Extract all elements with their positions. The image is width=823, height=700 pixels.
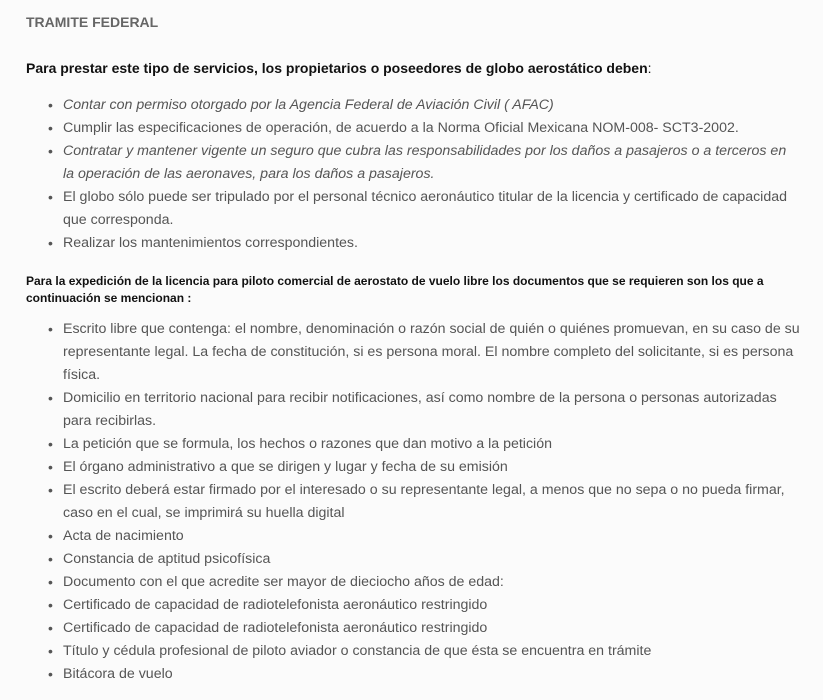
bullet-icon: • <box>48 620 53 636</box>
bullet-icon: • <box>48 574 53 590</box>
list-item <box>48 663 800 686</box>
list-item <box>48 94 800 117</box>
list-item <box>48 318 800 387</box>
bullet-icon: • <box>48 597 53 613</box>
bullet-icon: • <box>48 390 53 406</box>
list-item-text: Escrito libre que contenga: el nombre, denominación o razón social de quién o quiénes promuevan, en su caso de su representante legal. La fecha de constitución, si es persona moral. El nombre completo del solicitante, si es persona física. <box>63 321 800 383</box>
list-item-text: Certificado de capacidad de radiotelefonista aeronáutico restringido <box>63 597 488 613</box>
bullet-icon: • <box>48 482 53 498</box>
list-item-text: Bitácora de vuelo <box>63 666 173 682</box>
documents-list <box>48 318 800 686</box>
list-item <box>48 571 800 594</box>
list-item-text: Acta de nacimiento <box>63 528 184 544</box>
list-item-text: Certificado de capacidad de radiotelefonista aeronáutico restringido <box>63 620 488 636</box>
requirements-list <box>48 94 800 255</box>
list-item-text: El globo sólo puede ser tripulado por el personal técnico aeronáutico titular de la licencia y certificado de capacidad que corresponda. <box>63 189 788 228</box>
list-item <box>48 140 800 186</box>
requirements-intro-text: Para prestar este tipo de servicios, los propietarios o poseedores de globo aerostático deben <box>26 60 648 76</box>
list-item-text: La petición que se formula, los hechos o razones que dan motivo a la petición <box>63 436 552 452</box>
list-item-text: El órgano administrativo a que se dirigen y lugar y fecha de su emisión <box>63 459 508 475</box>
list-item-text: Documento con el que acredite ser mayor de dieciocho años de edad: <box>63 574 504 590</box>
list-item <box>48 387 800 433</box>
list-item-text: Realizar los mantenimientos correspondientes. <box>63 235 358 251</box>
list-item-text: Domicilio en territorio nacional para recibir notificaciones, así como nombre de la persona o personas autorizadas para recibirlas. <box>63 390 777 429</box>
list-item-text: Cumplir las especificaciones de operación, de acuerdo a la Norma Oficial Mexicana NOM-008- SCT3-2002. <box>63 120 739 136</box>
list-item <box>48 433 800 456</box>
list-item-text: Contratar y mantener vigente un seguro que cubra las responsabilidades por los daños a pasajeros o a terceros en la operación de las aeronaves, para los daños a pasajeros. <box>63 143 787 182</box>
bullet-icon: • <box>48 97 53 113</box>
list-item <box>48 479 800 525</box>
bullet-icon: • <box>48 189 53 205</box>
list-item-text: Título y cédula profesional de piloto aviador o constancia de que ésta se encuentra en trámite <box>63 643 652 659</box>
list-item <box>48 117 800 140</box>
list-item-text: Contar con permiso otorgado por la Agencia Federal de Aviación Civil ( AFAC) <box>63 97 554 113</box>
requirements-intro <box>26 60 806 76</box>
bullet-icon: • <box>48 143 53 159</box>
list-item <box>48 525 800 548</box>
bullet-icon: • <box>48 235 53 251</box>
license-documents-heading: Para la expedición de la licencia para piloto comercial de aerostato de vuelo libre los documentos que se requieren son los que a continuación se mencionan : <box>26 274 764 305</box>
list-item-text: El escrito deberá estar firmado por el interesado o su representante legal, a menos que no sepa o no pueda firmar, caso en el cual, se imprimirá su huella digital <box>63 482 785 521</box>
list-item <box>48 548 800 571</box>
bullet-icon: • <box>48 459 53 475</box>
list-item <box>48 456 800 479</box>
list-item <box>48 617 800 640</box>
bullet-icon: • <box>48 528 53 544</box>
bullet-icon: • <box>48 666 53 682</box>
bullet-icon: • <box>48 551 53 567</box>
bullet-icon: • <box>48 436 53 452</box>
list-item-text: Constancia de aptitud psicofísica <box>63 551 271 567</box>
list-item <box>48 640 800 663</box>
list-item <box>48 186 800 232</box>
list-item <box>48 594 800 617</box>
bullet-icon: • <box>48 321 53 337</box>
bullet-icon: • <box>48 643 53 659</box>
list-item <box>48 232 800 255</box>
bullet-icon: • <box>48 120 53 136</box>
requirements-intro-colon: : <box>647 60 652 76</box>
page-title: TRAMITE FEDERAL <box>26 14 159 30</box>
